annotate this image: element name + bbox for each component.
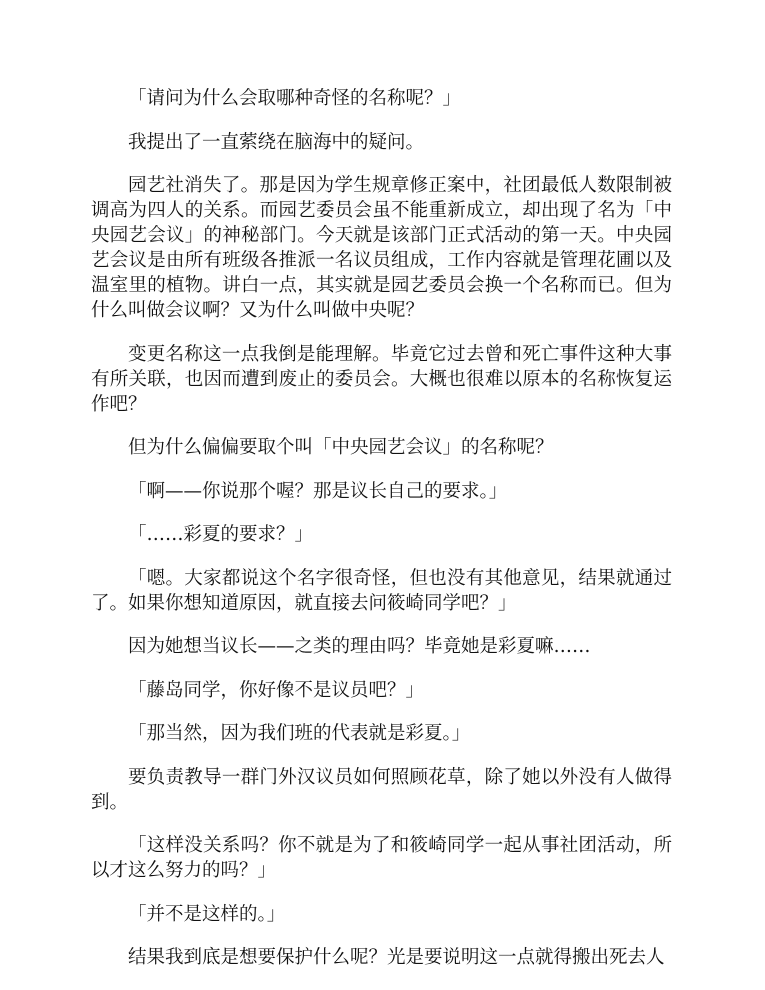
- paragraph-9: 因为她想当议长——之类的理由吗？毕竟她是彩夏嘛……: [128, 636, 591, 657]
- paragraph-10: 「藤岛同学，你好像不是议员吧？」: [128, 679, 425, 701]
- paragraph-14: 「并不是这样的。」: [128, 903, 286, 925]
- paragraph-5: 但为什么偏偏要取个叫「中央园艺会议」的名称呢？: [128, 437, 554, 458]
- paragraph-8: 「嗯。大家都说这个名字很奇怪，但也没有其他意见，结果就通过了。如果你想知道原因，就直接去问筱崎同学吧？」: [91, 567, 672, 614]
- paragraph-13: 「这样没关系吗？你不就是为了和筱崎同学一起从事社团活动，所以才这么努力的吗？」: [91, 835, 672, 881]
- paragraph-7: 「……彩夏的要求？」: [128, 524, 314, 545]
- paragraph-15: 结果我到底是想要保护什么呢？光是要说明这一点就得搬出死去人: [128, 947, 665, 968]
- paragraph-1: 「请问为什么会取哪种奇怪的名称呢？」: [128, 88, 462, 109]
- paragraph-11: 「那当然，因为我们班的代表就是彩夏。」: [128, 723, 471, 744]
- paragraph-12: 要负责教导一群门外汉议员如何照顾花草，除了她以外没有人做得到。: [91, 766, 672, 813]
- paragraph-2: 我提出了一直萦绕在脑海中的疑问。: [128, 131, 425, 153]
- paragraph-4: 变更名称这一点我倒是能理解。毕竟它过去曾和死亡事件这种大事有所关联，也因而遭到废止的委员会。大概也很难以原本的名称恢复运作吧？: [91, 343, 672, 415]
- paragraph-6: 「啊——你说那个喔？那是议长自己的要求。」: [128, 480, 508, 502]
- paragraph-3: 园艺社消失了。那是因为学生规章修正案中，社团最低人数限制被调高为四人的关系。而园艺委员会虽不能重新成立，却出现了名为「中央园艺会议」的神秘部门。今天就是该部门正式活动的第一天。中央园艺会议是由所有班级各推派一名议员组成，工作内容就是管理花圃以及温室里的植物。讲白一点，其实就是园艺委员会换一个名称而已。但为什么叫做会议啊？又为什么叫做中央呢？: [91, 175, 672, 321]
